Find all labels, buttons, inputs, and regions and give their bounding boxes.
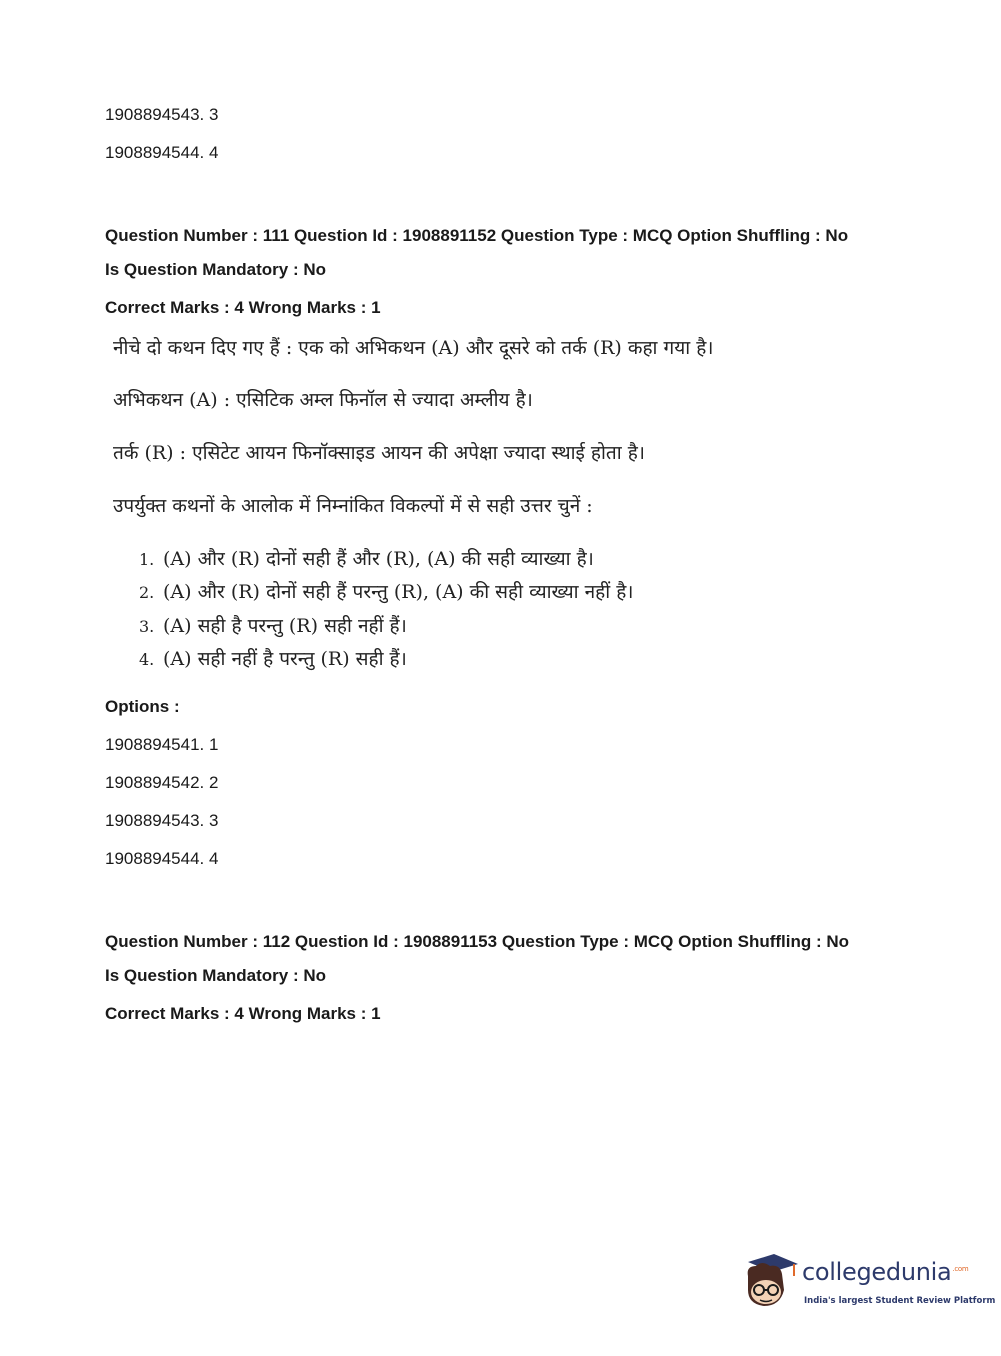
q111-intro: नीचे दो कथन दिए गए हैं : एक को अभिकथन (A) और दूसरे को तर्क (R) कहा गया है। bbox=[113, 337, 714, 359]
q111-mandatory: Is Question Mandatory : No bbox=[105, 260, 327, 279]
q111-choice-4 bbox=[139, 647, 407, 672]
choice-text: (A) सही है परन्तु (R) सही नहीं हैं। bbox=[163, 615, 407, 637]
choice-text: (A) और (R) दोनों सही हैं और (R), (A) की सही व्याख्या है। bbox=[163, 548, 594, 570]
q112-mandatory: Is Question Mandatory : No bbox=[105, 966, 327, 985]
q111-choice-2 bbox=[139, 580, 634, 605]
logo-suffix: .com bbox=[952, 1265, 969, 1273]
q111-option-3: 1908894543. 3 bbox=[105, 811, 219, 830]
choice-text: (A) सही नहीं है परन्तु (R) सही हैं। bbox=[163, 648, 407, 670]
q112-header: Question Number : 112 Question Id : 1908891153 Question Type : MCQ Option Shuffling : No bbox=[105, 932, 850, 951]
choice-text: (A) और (R) दोनों सही हैं परन्तु (R), (A) की सही व्याख्या नहीं है। bbox=[163, 581, 634, 603]
choice-number: 2. bbox=[139, 583, 155, 602]
collegedunia-logo bbox=[742, 1250, 996, 1310]
q111-options-label: Options : bbox=[105, 697, 180, 716]
prev-option-3: 1908894543. 3 bbox=[105, 105, 219, 124]
q111-option-1: 1908894541. 1 bbox=[105, 735, 219, 754]
q111-marks: Correct Marks : 4 Wrong Marks : 1 bbox=[105, 298, 381, 317]
q111-header: Question Number : 111 Question Id : 1908891152 Question Type : MCQ Option Shuffling : No bbox=[105, 226, 849, 245]
q111-assertion: अभिकथन (A) : एसिटिक अम्ल फिनॉल से ज्यादा अम्लीय है। bbox=[113, 389, 533, 411]
logo-tagline: India's largest Student Review Platform bbox=[804, 1296, 996, 1306]
logo-name-text: collegedunia bbox=[802, 1258, 952, 1286]
mascot-icon bbox=[742, 1250, 800, 1310]
logo-wordmark bbox=[802, 1258, 968, 1286]
q111-option-2: 1908894542. 2 bbox=[105, 773, 219, 792]
q111-reason: तर्क (R) : एसिटेट आयन फिनॉक्साइड आयन की अपेक्षा ज्यादा स्थाई होता है। bbox=[113, 442, 645, 464]
q111-choice-3 bbox=[139, 614, 407, 639]
q112-marks: Correct Marks : 4 Wrong Marks : 1 bbox=[105, 1004, 381, 1023]
choice-number: 3. bbox=[139, 617, 155, 636]
prev-option-4: 1908894544. 4 bbox=[105, 143, 219, 162]
q111-instruction: उपर्युक्त कथनों के आलोक में निम्नांकित विकल्पों में से सही उत्तर चुनें : bbox=[113, 495, 593, 517]
q111-choice-1 bbox=[139, 547, 594, 572]
q111-option-4: 1908894544. 4 bbox=[105, 849, 219, 868]
choice-number: 4. bbox=[139, 650, 155, 669]
choice-number: 1. bbox=[139, 550, 155, 569]
